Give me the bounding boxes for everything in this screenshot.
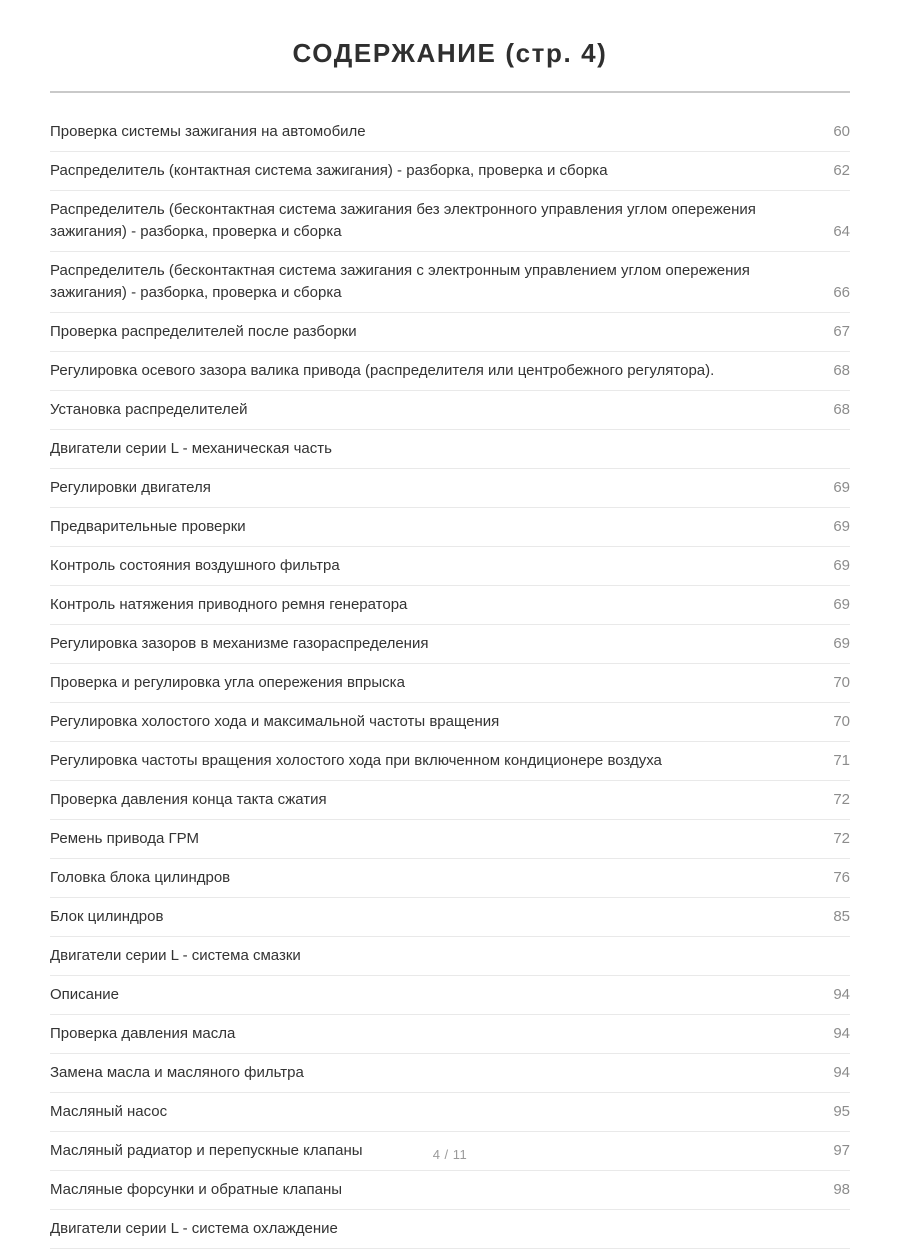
toc-entry-page-number: 94: [833, 1064, 850, 1081]
toc-row[interactable]: [50, 859, 850, 898]
toc-row[interactable]: [50, 152, 850, 191]
toc-entry-label: Ремень привода ГРМ: [50, 830, 199, 847]
toc-entry-page-number: 94: [833, 1025, 850, 1042]
toc-entry-label: Двигатели серии L - система охлаждение: [50, 1220, 338, 1237]
toc-entry-page-number: 62: [833, 162, 850, 179]
toc-entry-label: Регулировка зазоров в механизме газораспределения: [50, 635, 429, 652]
toc-entry-label: Головка блока цилиндров: [50, 869, 231, 886]
toc-row[interactable]: [50, 703, 850, 742]
toc-entry-page-number: 72: [833, 830, 850, 847]
toc-entry-label: Масляные форсунки и обратные клапаны: [50, 1181, 343, 1198]
toc-entry-label: Распределитель (контактная система зажигания) - разборка, проверка и сборка: [50, 162, 608, 179]
toc-entry-page-number: 69: [833, 557, 850, 574]
toc-entry-page-number: 85: [833, 908, 850, 925]
toc-entry-page-number: 97: [833, 1142, 850, 1159]
toc-row[interactable]: [50, 1015, 850, 1054]
toc-entry-page-number: [816, 430, 850, 469]
toc-entry-label: Регулировки двигателя: [50, 479, 211, 496]
toc-row[interactable]: [50, 191, 850, 252]
toc-entry-label: Контроль натяжения приводного ремня генератора: [50, 596, 408, 613]
toc-row[interactable]: [50, 625, 850, 664]
toc-body: [50, 113, 850, 1249]
toc-entry-label: Контроль состояния воздушного фильтра: [50, 557, 340, 574]
toc-entry-label: Описание: [50, 986, 120, 1003]
toc-row[interactable]: [50, 1171, 850, 1210]
toc-row[interactable]: [50, 898, 850, 937]
toc-row[interactable]: [50, 586, 850, 625]
toc-entry-page-number: 69: [833, 635, 850, 652]
toc-row[interactable]: [50, 781, 850, 820]
toc-row[interactable]: [50, 313, 850, 352]
toc-section-row[interactable]: [50, 937, 850, 976]
toc-entry-label: Блок цилиндров: [50, 908, 164, 925]
toc-entry-page-number: 70: [833, 674, 850, 691]
toc-row[interactable]: [50, 352, 850, 391]
toc-entry-page-number: 68: [833, 362, 850, 379]
toc-entry-label: Проверка давления масла: [50, 1025, 236, 1042]
toc-entry-label: Замена масла и масляного фильтра: [50, 1064, 304, 1081]
toc-entry-label: Распределитель (бесконтактная система зажигания без электронного управления углом опережения зажигания) - разборка, проверка и сборка: [50, 201, 756, 240]
toc-row[interactable]: [50, 469, 850, 508]
toc-entry-page-number: 64: [833, 223, 850, 240]
toc-entry-page-number: 69: [833, 518, 850, 535]
toc-row[interactable]: [50, 976, 850, 1015]
toc-entry-page-number: 94: [833, 986, 850, 1003]
toc-entry-label: Установка распределителей: [50, 401, 248, 418]
table-of-contents: [50, 113, 850, 1249]
toc-entry-page-number: 68: [833, 401, 850, 418]
toc-row[interactable]: [50, 508, 850, 547]
toc-entry-page-number: 98: [833, 1181, 850, 1198]
toc-row[interactable]: [50, 664, 850, 703]
toc-entry-label: Предварительные проверки: [50, 518, 246, 535]
page-title: СОДЕРЖАНИЕ (стр. 4): [292, 38, 608, 68]
toc-entry-label: Регулировка холостого хода и максимальной частоты вращения: [50, 713, 500, 730]
toc-entry-page-number: 71: [833, 752, 850, 769]
toc-entry-page-number: 69: [833, 596, 850, 613]
toc-section-row[interactable]: [50, 430, 850, 469]
toc-entry-page-number: 67: [833, 323, 850, 340]
toc-entry-label: Регулировка частоты вращения холостого хода при включенном кондиционере воздуха: [50, 752, 662, 769]
toc-entry-page-number: 60: [833, 123, 850, 140]
title-divider: [50, 91, 850, 93]
toc-entry-page-number: 95: [833, 1103, 850, 1120]
toc-entry-label: Проверка давления конца такта сжатия: [50, 791, 327, 808]
toc-entry-page-number: 70: [833, 713, 850, 730]
toc-entry-page-number: 76: [833, 869, 850, 886]
toc-row[interactable]: [50, 1054, 850, 1093]
toc-row[interactable]: [50, 1093, 850, 1132]
toc-entry-label: Распределитель (бесконтактная система зажигания с электронным управлением углом опережения зажигания) - разборка, проверка и сборка: [50, 262, 750, 301]
page-footer: 4 / 11: [432, 1147, 468, 1162]
toc-entry-label: Регулировка осевого зазора валика привода (распределителя или центробежного регулятора).: [50, 362, 715, 379]
toc-entry-page-number: 72: [833, 791, 850, 808]
toc-row[interactable]: [50, 113, 850, 152]
toc-entry-label: Масляный радиатор и перепускные клапаны: [50, 1142, 363, 1159]
toc-entry-label: Проверка системы зажигания на автомобиле: [50, 123, 366, 140]
toc-entry-page-number: [816, 937, 850, 976]
toc-row[interactable]: [50, 742, 850, 781]
toc-entry-page-number: 66: [833, 284, 850, 301]
toc-row[interactable]: [50, 820, 850, 859]
toc-row[interactable]: [50, 547, 850, 586]
toc-entry-label: Масляный насос: [50, 1103, 168, 1120]
toc-entry-label: Проверка и регулировка угла опережения впрыска: [50, 674, 405, 691]
toc-row[interactable]: [50, 391, 850, 430]
toc-entry-label: Двигатели серии L - механическая часть: [50, 440, 332, 457]
toc-entry-label: Проверка распределителей после разборки: [50, 323, 357, 340]
toc-section-row[interactable]: [50, 1210, 850, 1249]
toc-row[interactable]: [50, 252, 850, 313]
toc-entry-page-number: 69: [833, 479, 850, 496]
toc-entry-label: Двигатели серии L - система смазки: [50, 947, 301, 964]
toc-entry-page-number: [816, 1210, 850, 1249]
